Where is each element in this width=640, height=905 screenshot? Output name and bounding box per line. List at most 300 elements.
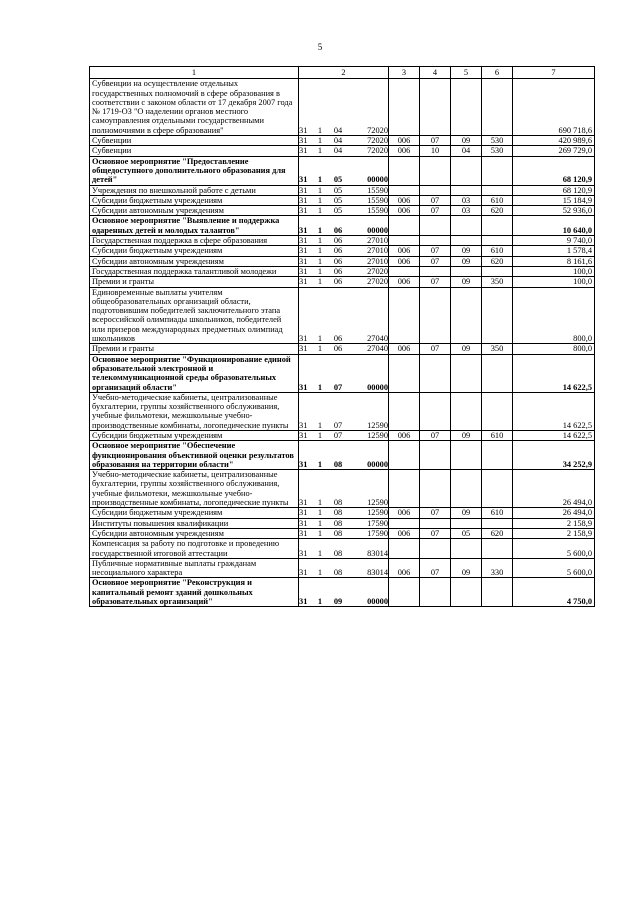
code-parts	[299, 236, 388, 245]
row-name: Субсидии бюджетным учреждениям	[90, 246, 299, 256]
row-amount: 8 161,6	[513, 256, 595, 266]
code-part: 1	[317, 528, 323, 538]
row-amount: 690 718,6	[513, 79, 595, 136]
row-amount: 34 252,9	[513, 441, 595, 470]
code-part: 17590	[367, 518, 388, 528]
code-part: 15590	[367, 195, 388, 205]
code-part: 04	[333, 125, 343, 135]
row-code	[299, 277, 389, 287]
row-amount: 26 494,0	[513, 470, 595, 508]
code-part: 1	[317, 548, 323, 558]
code-part: 07	[333, 430, 343, 440]
row-col5	[451, 470, 482, 508]
code-part: 00000	[367, 459, 388, 469]
code-part: 31	[299, 568, 308, 578]
row-amount: 9 740,0	[513, 236, 595, 246]
page-number: 5	[317, 42, 323, 52]
row-col5	[451, 236, 482, 246]
row-col4	[420, 354, 451, 392]
code-part: 72020	[367, 136, 388, 146]
code-part: 04	[333, 146, 343, 156]
code-parts	[299, 267, 388, 276]
code-part: 06	[333, 225, 343, 235]
row-name: Институты повышения квалификации	[90, 518, 299, 528]
code-parts	[299, 206, 388, 215]
code-parts	[299, 196, 388, 205]
row-col3	[389, 392, 420, 430]
row-col4	[420, 236, 451, 246]
code-part: 1	[317, 508, 323, 518]
row-col6: 530	[482, 136, 513, 146]
row-col3	[389, 79, 420, 136]
code-parts	[299, 277, 388, 286]
row-col6: 330	[482, 558, 513, 578]
table-row	[90, 558, 595, 578]
code-part: 27010	[367, 236, 388, 246]
row-col6: 350	[482, 277, 513, 287]
row-amount: 420 989,6	[513, 136, 595, 146]
row-amount: 269 729,0	[513, 146, 595, 156]
row-col5	[451, 156, 482, 185]
row-code	[299, 256, 389, 266]
code-parts	[299, 431, 388, 440]
row-col4	[420, 216, 451, 236]
code-part: 12590	[367, 430, 388, 440]
table-row	[90, 287, 595, 344]
table-row	[90, 344, 595, 354]
row-name: Государственная поддержка талантливой молодежи	[90, 266, 299, 276]
code-part: 00000	[367, 175, 388, 185]
row-amount: 14 622,5	[513, 354, 595, 392]
row-name: Учебно-методические кабинеты, централизованные бухгалтерии, группы хозяйственного обслуживания, учебные фильмотеки, межшкольные учебно-производственные комбинаты, логопедические пункты	[90, 392, 299, 430]
code-part: 31	[299, 225, 308, 235]
code-part: 31	[299, 518, 308, 528]
table-row	[90, 266, 595, 276]
row-col5	[451, 287, 482, 344]
row-code	[299, 206, 389, 216]
row-col3: 006	[389, 508, 420, 518]
row-col4	[420, 79, 451, 136]
code-part: 31	[299, 246, 308, 256]
row-col3: 006	[389, 344, 420, 354]
row-col6	[482, 392, 513, 430]
table-row	[90, 256, 595, 266]
row-amount: 14 622,5	[513, 392, 595, 430]
row-code	[299, 508, 389, 518]
row-col4: 07	[420, 508, 451, 518]
code-parts	[299, 136, 388, 145]
row-col6: 620	[482, 206, 513, 216]
code-part: 09	[333, 597, 343, 607]
code-part: 31	[299, 382, 308, 392]
table-row	[90, 156, 595, 185]
row-code	[299, 146, 389, 156]
row-col5	[451, 354, 482, 392]
row-col3	[389, 266, 420, 276]
row-col4	[420, 539, 451, 559]
code-part: 1	[317, 518, 323, 528]
code-part: 31	[299, 195, 308, 205]
row-col4: 07	[420, 246, 451, 256]
code-part: 1	[317, 246, 323, 256]
code-part: 1	[317, 175, 323, 185]
row-col5: 09	[451, 430, 482, 440]
row-col6: 350	[482, 344, 513, 354]
code-part: 1	[317, 430, 323, 440]
code-part: 1	[317, 344, 323, 354]
row-col5: 09	[451, 256, 482, 266]
row-name: Субсидии бюджетным учреждениям	[90, 195, 299, 205]
code-parts	[299, 519, 388, 528]
code-parts	[299, 460, 388, 469]
code-parts	[299, 175, 388, 184]
row-name: Основное мероприятие "Обеспечение функционирования объективной оценки результатов образования на территории области"	[90, 441, 299, 470]
code-part: 31	[299, 206, 308, 216]
table-row	[90, 185, 595, 195]
code-parts	[299, 126, 388, 135]
header-cell: 1	[90, 67, 299, 79]
code-part: 31	[299, 185, 308, 195]
table-row	[90, 528, 595, 538]
code-part: 1	[317, 185, 323, 195]
code-part: 1	[317, 146, 323, 156]
code-part: 1	[317, 420, 323, 430]
code-part: 31	[299, 498, 308, 508]
code-part: 06	[333, 246, 343, 256]
code-parts	[299, 568, 388, 577]
code-parts	[299, 421, 388, 430]
row-name: Учебно-методические кабинеты, централизованные бухгалтерии, группы хозяйственного обслуживания, учебные фильмотеки, межшкольные учебно-производственные комбинаты, логопедические пункты	[90, 470, 299, 508]
code-part: 72020	[367, 146, 388, 156]
row-col3: 006	[389, 277, 420, 287]
table-row	[90, 441, 595, 470]
code-part: 31	[299, 125, 308, 135]
code-part: 1	[317, 277, 323, 287]
row-col3	[389, 539, 420, 559]
row-col3	[389, 287, 420, 344]
table-row	[90, 430, 595, 440]
code-part: 31	[299, 236, 308, 246]
row-code	[299, 470, 389, 508]
row-col5	[451, 578, 482, 607]
code-part: 27040	[367, 334, 388, 344]
code-parts	[299, 146, 388, 155]
code-part: 07	[333, 382, 343, 392]
table-row	[90, 246, 595, 256]
table-row	[90, 236, 595, 246]
code-parts	[299, 344, 388, 353]
row-col4	[420, 185, 451, 195]
row-col4	[420, 287, 451, 344]
row-col6	[482, 354, 513, 392]
code-parts	[299, 334, 388, 343]
row-col5	[451, 266, 482, 276]
row-col3	[389, 518, 420, 528]
header-cell: 7	[513, 67, 595, 79]
row-col3: 006	[389, 256, 420, 266]
row-code	[299, 185, 389, 195]
row-col4	[420, 441, 451, 470]
code-parts	[299, 246, 388, 255]
code-parts	[299, 529, 388, 538]
table-row	[90, 354, 595, 392]
row-col3: 006	[389, 430, 420, 440]
row-code	[299, 344, 389, 354]
code-part: 06	[333, 334, 343, 344]
row-col5: 09	[451, 136, 482, 146]
code-part: 1	[317, 125, 323, 135]
row-col6	[482, 236, 513, 246]
code-part: 08	[333, 508, 343, 518]
row-col4: 07	[420, 256, 451, 266]
row-code	[299, 246, 389, 256]
row-code	[299, 558, 389, 578]
code-part: 1	[317, 382, 323, 392]
row-col6	[482, 266, 513, 276]
row-code	[299, 518, 389, 528]
row-col6: 620	[482, 528, 513, 538]
row-col5	[451, 518, 482, 528]
code-part: 06	[333, 236, 343, 246]
code-part: 31	[299, 266, 308, 276]
code-part: 83014	[367, 548, 388, 558]
code-part: 17590	[367, 528, 388, 538]
table-row	[90, 136, 595, 146]
code-part: 1	[317, 597, 323, 607]
row-code	[299, 79, 389, 136]
row-col5: 09	[451, 246, 482, 256]
row-amount: 5 600,0	[513, 558, 595, 578]
row-amount: 800,0	[513, 287, 595, 344]
row-col3: 006	[389, 136, 420, 146]
row-col5: 09	[451, 277, 482, 287]
row-amount: 26 494,0	[513, 508, 595, 518]
row-col3	[389, 216, 420, 236]
code-part: 05	[333, 195, 343, 205]
table-row	[90, 518, 595, 528]
code-part: 1	[317, 225, 323, 235]
row-name: Субсидии автономным учреждениям	[90, 206, 299, 216]
row-name: Государственная поддержка в сфере образования	[90, 236, 299, 246]
code-part: 1	[317, 459, 323, 469]
row-col5: 03	[451, 195, 482, 205]
row-col5	[451, 441, 482, 470]
row-name: Компенсация за работу по подготовке и проведению государственной итоговой аттестации	[90, 539, 299, 559]
code-parts	[299, 498, 388, 507]
header-cell: 2	[299, 67, 389, 79]
code-part: 83014	[367, 568, 388, 578]
code-part: 1	[317, 498, 323, 508]
table-row	[90, 539, 595, 559]
row-name: Основное мероприятие "Функционирование единой образовательной электронной и телекоммуникационной среды образовательных организаций области"	[90, 354, 299, 392]
row-col5	[451, 185, 482, 195]
row-col6: 530	[482, 146, 513, 156]
row-name: Субвенции	[90, 146, 299, 156]
table-row	[90, 392, 595, 430]
code-part: 04	[333, 136, 343, 146]
code-part: 15590	[367, 185, 388, 195]
row-col5: 09	[451, 508, 482, 518]
row-amount: 4 750,0	[513, 578, 595, 607]
code-part: 06	[333, 256, 343, 266]
code-part: 08	[333, 459, 343, 469]
row-col4: 07	[420, 277, 451, 287]
row-col3: 006	[389, 528, 420, 538]
row-col6	[482, 518, 513, 528]
row-amount: 2 158,9	[513, 528, 595, 538]
row-col6	[482, 287, 513, 344]
code-parts	[299, 257, 388, 266]
row-col5: 09	[451, 558, 482, 578]
table-row	[90, 470, 595, 508]
row-col4	[420, 470, 451, 508]
row-code	[299, 216, 389, 236]
row-col6: 620	[482, 256, 513, 266]
code-part: 00000	[367, 597, 388, 607]
header-cell: 5	[451, 67, 482, 79]
row-col6	[482, 216, 513, 236]
row-amount: 1 578,4	[513, 246, 595, 256]
code-part: 1	[317, 236, 323, 246]
row-col5: 04	[451, 146, 482, 156]
row-col3	[389, 578, 420, 607]
code-part: 1	[317, 266, 323, 276]
code-part: 27010	[367, 246, 388, 256]
code-part: 00000	[367, 225, 388, 235]
code-part: 27020	[367, 277, 388, 287]
row-name: Субвенции	[90, 136, 299, 146]
row-code	[299, 266, 389, 276]
code-part: 72020	[367, 125, 388, 135]
row-amount: 5 600,0	[513, 539, 595, 559]
header-row	[90, 67, 595, 79]
code-part: 05	[333, 175, 343, 185]
row-amount: 68 120,9	[513, 156, 595, 185]
code-part: 1	[317, 568, 323, 578]
row-col4	[420, 578, 451, 607]
row-col4: 07	[420, 430, 451, 440]
row-amount: 100,0	[513, 277, 595, 287]
row-name: Основное мероприятие "Реконструкция и капитальный ремонт зданий дошкольных образовательных организаций"	[90, 578, 299, 607]
table-row	[90, 277, 595, 287]
row-col3: 006	[389, 246, 420, 256]
row-col6	[482, 539, 513, 559]
table-body	[90, 79, 595, 607]
code-part: 05	[333, 206, 343, 216]
row-col6: 610	[482, 508, 513, 518]
code-part: 12590	[367, 420, 388, 430]
row-amount: 68 120,9	[513, 185, 595, 195]
row-col3: 006	[389, 195, 420, 205]
code-part: 31	[299, 334, 308, 344]
code-part: 31	[299, 136, 308, 146]
row-col6	[482, 156, 513, 185]
row-col5	[451, 79, 482, 136]
row-amount: 15 184,9	[513, 195, 595, 205]
row-code	[299, 156, 389, 185]
code-part: 27040	[367, 344, 388, 354]
row-col3: 006	[389, 146, 420, 156]
row-col4: 10	[420, 146, 451, 156]
row-name: Субсидии бюджетным учреждениям	[90, 430, 299, 440]
code-part: 31	[299, 420, 308, 430]
row-name: Субсидии бюджетным учреждениям	[90, 508, 299, 518]
row-col6	[482, 79, 513, 136]
header-cell: 4	[420, 67, 451, 79]
row-col6: 610	[482, 195, 513, 205]
row-col4: 07	[420, 136, 451, 146]
code-part: 08	[333, 528, 343, 538]
row-col5	[451, 392, 482, 430]
row-code	[299, 539, 389, 559]
row-name: Публичные нормативные выплаты гражданам несоциального характера	[90, 558, 299, 578]
code-part: 1	[317, 206, 323, 216]
code-part: 08	[333, 518, 343, 528]
table-row	[90, 146, 595, 156]
code-parts	[299, 226, 388, 235]
row-code	[299, 441, 389, 470]
row-code	[299, 354, 389, 392]
row-col4	[420, 392, 451, 430]
code-part: 31	[299, 256, 308, 266]
row-col5: 05	[451, 528, 482, 538]
row-amount: 800,0	[513, 344, 595, 354]
row-col4: 07	[420, 558, 451, 578]
code-parts	[299, 186, 388, 195]
row-amount: 2 158,9	[513, 518, 595, 528]
code-parts	[299, 383, 388, 392]
code-part: 1	[317, 195, 323, 205]
row-col3: 006	[389, 206, 420, 216]
row-code	[299, 236, 389, 246]
code-part: 08	[333, 498, 343, 508]
row-col3	[389, 354, 420, 392]
code-part: 06	[333, 266, 343, 276]
budget-table	[89, 66, 595, 607]
code-part: 15590	[367, 206, 388, 216]
row-amount: 100,0	[513, 266, 595, 276]
code-part: 31	[299, 508, 308, 518]
row-code	[299, 136, 389, 146]
code-part: 1	[317, 136, 323, 146]
row-col4: 07	[420, 344, 451, 354]
code-parts	[299, 549, 388, 558]
row-col4	[420, 266, 451, 276]
row-name: Основное мероприятие "Предоставление общедоступного дополнительного образования для детей"	[90, 156, 299, 185]
row-name: Единовременные выплаты учителям общеобразовательных организаций области, подготовившим победителей заключительного этапа всероссийской олимпиады школьников, победителей или призеров международных предметных олимпиад школьников	[90, 287, 299, 344]
row-code	[299, 392, 389, 430]
row-col4	[420, 156, 451, 185]
code-part: 31	[299, 597, 308, 607]
row-name: Премии и гранты	[90, 344, 299, 354]
code-part: 1	[317, 334, 323, 344]
code-part: 31	[299, 528, 308, 538]
row-col3	[389, 470, 420, 508]
table-row	[90, 79, 595, 136]
table-row	[90, 578, 595, 607]
row-col5: 03	[451, 206, 482, 216]
row-code	[299, 578, 389, 607]
row-col6	[482, 470, 513, 508]
row-col3: 006	[389, 558, 420, 578]
code-part: 00000	[367, 382, 388, 392]
row-col5: 09	[451, 344, 482, 354]
row-col5	[451, 539, 482, 559]
code-part: 12590	[367, 508, 388, 518]
row-col5	[451, 216, 482, 236]
code-part: 08	[333, 548, 343, 558]
row-col3	[389, 441, 420, 470]
